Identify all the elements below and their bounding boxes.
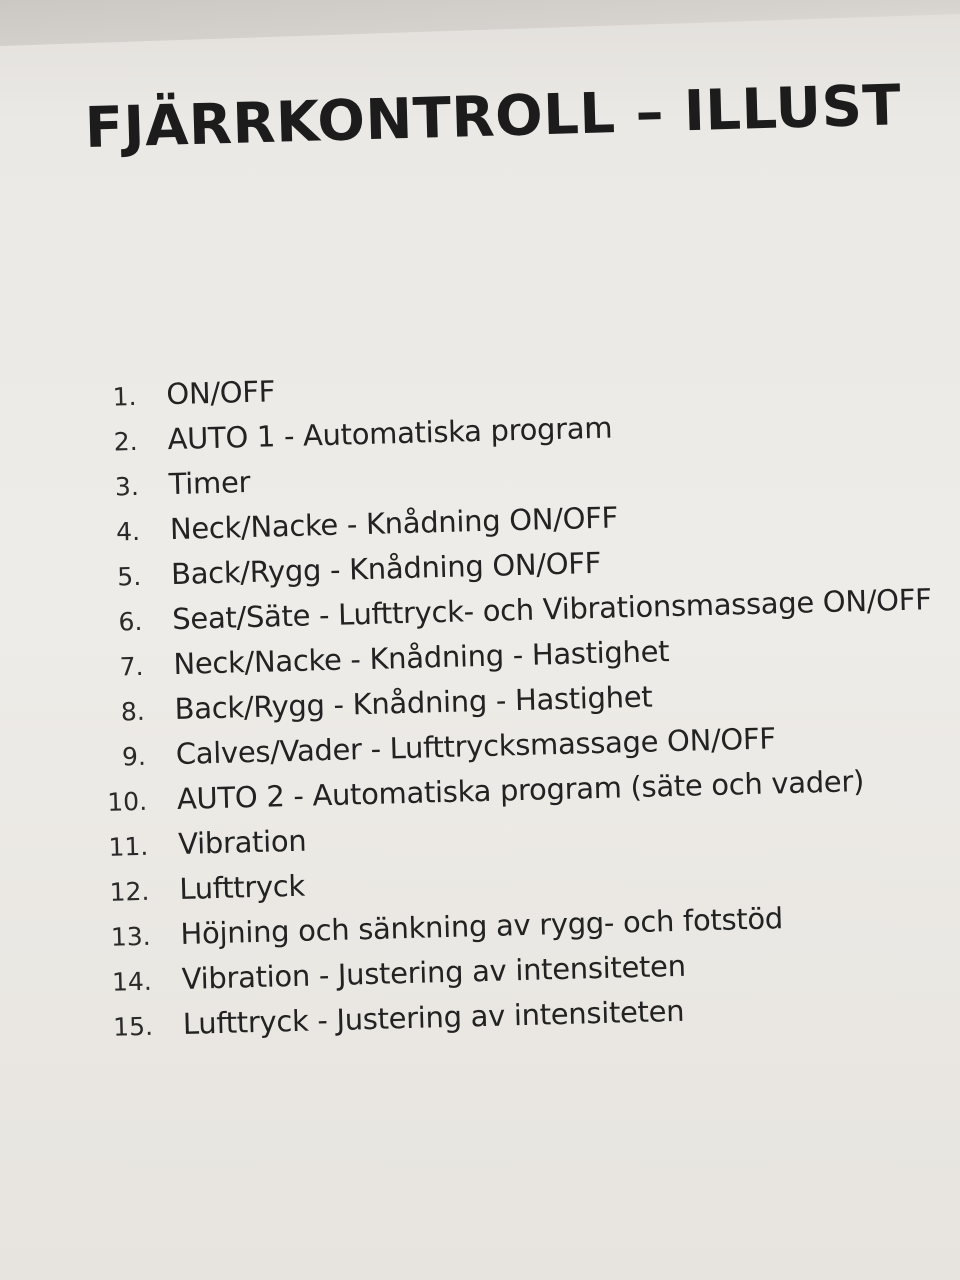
item-label: Back/Rygg - Knådning - Hastighet <box>174 679 653 727</box>
item-number: 2. <box>113 426 139 457</box>
item-number: 1. <box>112 381 137 412</box>
item-label: Seat/Säte - Lufttryck- och Vibrationsmassage ON/OFF <box>171 582 932 637</box>
item-number: 15. <box>112 1011 154 1042</box>
item-number: 6. <box>118 606 143 637</box>
item-label: Neck/Nacke - Knådning - Hastighet <box>173 634 670 682</box>
item-label: Neck/Nacke - Knådning ON/OFF <box>169 500 619 547</box>
item-number: 11. <box>108 831 149 862</box>
item-label: AUTO 1 - Automatiska program <box>167 410 613 457</box>
item-label: Vibration <box>177 823 307 862</box>
item-number: 8. <box>120 696 146 727</box>
item-label: Vibration - Justering av intensiteten <box>181 948 687 996</box>
item-number: 12. <box>109 876 150 907</box>
item-number: 3. <box>114 471 140 502</box>
item-label: Lufttryck - Justering av intensiteten <box>182 993 685 1041</box>
item-number: 10. <box>106 786 148 817</box>
item-label: Lufttryck <box>178 868 306 906</box>
item-number: 4. <box>115 516 141 547</box>
item-number: 5. <box>116 561 142 592</box>
remote-control-button-list <box>58 357 943 1054</box>
page-edge-shadow <box>0 0 960 46</box>
item-number: 13. <box>110 921 151 952</box>
item-number: 7. <box>119 651 144 682</box>
page-title: FJÄRRKONTROLL – ILLUST <box>84 73 903 161</box>
item-number: 14. <box>111 966 153 997</box>
item-label: Timer <box>168 465 251 502</box>
item-label: Höjning och sänkning av rygg- och fotstöd <box>180 901 784 951</box>
item-number: 9. <box>121 741 147 772</box>
item-label: AUTO 2 - Automatiska program (säte och vader) <box>176 764 865 817</box>
item-label: Calves/Vader - Lufttrycksmassage ON/OFF <box>175 721 777 772</box>
item-label: Back/Rygg - Knådning ON/OFF <box>170 545 602 592</box>
item-label: ON/OFF <box>165 374 276 412</box>
